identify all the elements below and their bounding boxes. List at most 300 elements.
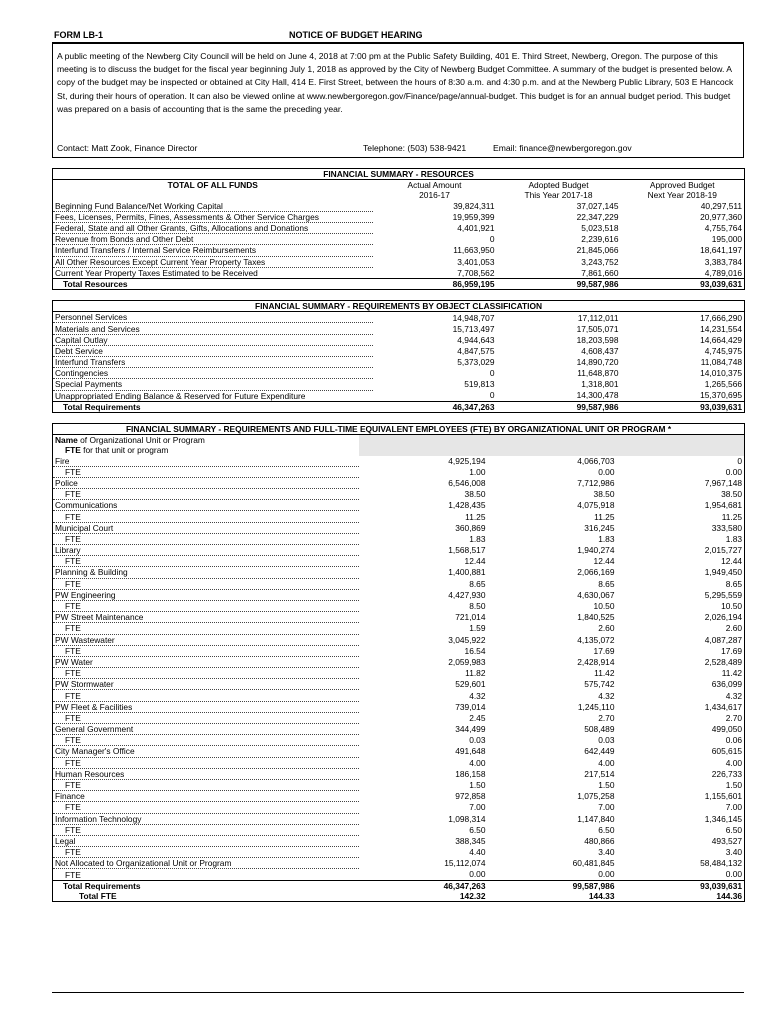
value-actual: 388,345 [455,835,486,846]
value-actual: 15,713,497 [452,323,495,334]
resource-row [53,234,745,245]
value-actual: 1.00 [469,466,486,477]
value-approved: 8.65 [725,578,743,589]
row-label: PW Street Maintenance [53,612,359,623]
value-adopted: 4,608,437 [581,345,619,356]
value-approved: 14,010,375 [700,368,743,379]
row-label: FTE [53,735,359,746]
value-actual: 4,944,643 [457,334,495,345]
row-label: FTE [53,511,359,522]
unit-row [53,545,745,556]
value-approved: 4,789,016 [704,267,743,278]
value-approved: 6.50 [725,824,743,835]
total-approved: 93,039,631 [617,880,745,891]
unit-row [53,746,745,757]
header-shade [359,435,745,456]
row-label: FTE [53,690,359,701]
row-label: Federal, State and all Other Grants, Gifts, Allocations and Donations [53,222,373,233]
contact-email: Email: finance@newbergoregon.gov [493,143,632,153]
value-approved: 17,666,290 [700,312,743,323]
value-adopted: 38.50 [593,489,615,500]
value-actual: 3,401,053 [457,256,495,267]
value-adopted: 2.70 [598,712,615,723]
value-actual: 2,059,983 [448,656,486,667]
value-adopted: 60,481,845 [572,858,615,869]
value-approved: 1,434,617 [704,701,743,712]
fte-total-row [53,880,745,891]
value-actual: 972,858 [455,791,486,802]
value-actual: 2.45 [469,712,486,723]
value-adopted: 4.00 [598,757,615,768]
value-approved: 4,745,975 [704,345,743,356]
value-approved: 7,967,148 [704,477,743,488]
value-adopted: 642,449 [584,746,615,757]
unit-row [53,656,745,667]
value-adopted: 17.69 [593,645,615,656]
value-actual: 0 [489,390,495,401]
unit-row [53,500,745,511]
value-adopted: 3,243,752 [581,256,619,267]
value-actual: 11,663,950 [453,245,495,256]
form-header [52,28,744,42]
value-adopted: 17,112,011 [577,312,619,323]
requirement-row [53,345,745,356]
unit-fte-row [53,511,745,522]
value-actual: 3,045,922 [448,634,486,645]
row-label: Beginning Fund Balance/Net Working Capital [53,201,373,212]
value-approved: 5,295,559 [704,589,743,600]
unit-fte-row [53,578,745,589]
value-actual: 0 [489,234,495,245]
row-label: City Manager's Office [53,746,359,757]
value-adopted: 2,239,616 [581,234,619,245]
value-actual: 0.00 [469,869,486,880]
fte-table [52,423,745,902]
col-adopted-year: This Year 2017-18 [524,190,593,201]
row-label: FTE [53,668,359,679]
value-adopted: 4,066,703 [577,455,615,466]
resource-row [53,267,745,278]
value-adopted: 575,742 [584,679,615,690]
value-approved: 14,664,429 [700,334,743,345]
value-approved: 58,484,132 [700,858,743,869]
resource-row [53,201,745,212]
value-adopted: 1,147,840 [577,813,615,824]
value-actual: 14,948,707 [452,312,495,323]
total-fte-actual: 142.32 [459,890,486,901]
value-approved: 0.06 [725,735,743,746]
row-label: Special Payments [53,379,373,390]
value-adopted: 4,135,072 [577,634,615,645]
value-actual: 4,925,194 [448,455,486,466]
total-actual: 46,347,263 [359,880,488,891]
value-adopted: 2.60 [598,623,615,634]
row-label: Personnel Services [53,312,373,323]
resource-row [53,222,745,233]
row-label: Materials and Services [53,323,373,334]
total-adopted: 99,587,986 [488,880,617,891]
col-approved-label: Approved Budget [649,180,715,191]
fte-title: FINANCIAL SUMMARY - REQUIREMENTS AND FULL-TIME EQUIVALENT EMPLOYEES (FTE) BY ORGANIZATIONAL UNIT OR PROGRAM * [53,423,745,434]
value-actual: 11.25 [465,511,486,522]
value-adopted: 7.00 [598,802,615,813]
unit-fte-row [53,690,745,701]
value-approved: 605,615 [711,746,743,757]
value-adopted: 6.50 [598,824,615,835]
notice-box [52,42,744,158]
value-adopted: 8.65 [598,578,615,589]
value-approved: 2.60 [725,623,743,634]
value-adopted: 1,840,525 [577,612,615,623]
form-id: FORM LB-1 [54,30,103,40]
value-adopted: 1,245,110 [577,701,615,712]
unit-row [53,634,745,645]
value-adopted: 0.00 [598,869,615,880]
row-label: PW Wastewater [53,634,359,645]
budget-notice-page [52,28,744,902]
row-label: All Other Resources Except Current Year Property Taxes [53,256,373,267]
value-actual: 1.50 [469,780,486,791]
value-actual: 7,708,562 [457,267,495,278]
col-actual-label: Actual Amount [407,180,462,191]
value-actual: 1.59 [469,623,486,634]
value-adopted: 17,505,071 [576,323,619,334]
value-approved: 7.00 [725,802,743,813]
row-label: FTE [53,578,359,589]
resource-row [53,211,745,222]
value-adopted: 21,845,066 [576,245,619,256]
value-approved: 0.00 [725,466,743,477]
value-adopted: 11.42 [594,668,615,679]
value-actual: 4,401,921 [457,223,495,234]
row-label: FTE [53,600,359,611]
value-actual: 1,428,435 [448,500,486,511]
row-label: FTE [53,623,359,634]
value-approved: 636,099 [711,679,743,690]
unit-row [53,701,745,712]
resources-total-row [53,278,745,289]
value-adopted: 10.50 [593,601,615,612]
fte-for-unit-label: FTE for that unit or program [65,445,169,456]
value-adopted: 18,203,598 [576,334,619,345]
value-actual: 4,427,930 [448,589,486,600]
total-label: Total Requirements [53,401,373,412]
value-actual: 4.32 [469,690,486,701]
value-approved: 2,026,194 [704,612,743,623]
value-adopted: 2,428,914 [577,656,615,667]
unit-row [53,724,745,735]
value-approved: 3,383,784 [704,256,743,267]
row-label: Fees, Licenses, Permits, Fines, Assessments & Other Service Charges [53,211,373,222]
value-actual: 360,869 [455,522,486,533]
row-label: Interfund Transfers / Internal Service Reimbursements [53,245,373,256]
unit-row [53,835,745,846]
row-label: Interfund Transfers [53,357,373,368]
value-actual: 8.50 [469,601,486,612]
requirement-row [53,357,745,368]
row-label: Current Year Property Taxes Estimated to be Received [53,267,373,278]
unit-fte-row [53,668,745,679]
unit-fte-row [53,802,745,813]
row-label: PW Engineering [53,589,359,600]
row-label: Communications [53,500,359,511]
value-adopted: 37,027,145 [576,200,619,211]
value-actual: 19,959,399 [452,211,495,222]
value-actual: 5,373,029 [457,357,495,368]
value-adopted: 217,514 [584,768,615,779]
resource-row [53,245,745,256]
unit-fte-row [53,779,745,790]
value-approved: 1,346,145 [704,813,743,824]
unit-row [53,456,745,467]
value-approved: 2,015,727 [704,545,743,556]
unit-row [53,612,745,623]
row-label: FTE [53,645,359,656]
unit-row [53,477,745,488]
unit-row [53,858,745,869]
value-adopted: 11.25 [594,511,615,522]
value-adopted: 1,940,274 [577,545,615,556]
row-label: FTE [53,712,359,723]
row-label: Unappropriated Ending Balance & Reserved for Future Expenditure [53,390,373,401]
value-adopted: 2,066,169 [577,567,615,578]
col-approved-year: Next Year 2018-19 [647,190,717,201]
unit-fte-row [53,712,745,723]
value-actual: 4.00 [469,757,486,768]
value-adopted: 14,890,720 [576,357,619,368]
resources-left-header: TOTAL OF ALL FUNDS [167,180,258,191]
requirements-table [52,300,745,413]
unit-row [53,589,745,600]
value-approved: 4.00 [725,757,743,768]
row-label: Planning & Building [53,567,359,578]
requirement-row [53,390,745,401]
total-actual: 86,959,195 [373,278,497,289]
value-adopted: 480,866 [584,835,615,846]
total-adopted: 99,587,986 [497,278,621,289]
contact-telephone: Telephone: (503) 538-9421 [363,143,467,153]
row-label: Legal [53,835,359,846]
row-label: FTE [53,824,359,835]
value-approved: 3.40 [725,847,743,858]
value-approved: 12.44 [721,556,743,567]
total-label: Total Requirements [53,880,359,891]
value-actual: 739,014 [455,701,486,712]
total-approved: 93,039,631 [621,278,745,289]
value-approved: 4.32 [725,690,743,701]
resources-title: FINANCIAL SUMMARY - RESOURCES [53,169,745,180]
row-label: FTE [53,847,359,858]
value-actual: 0 [489,368,495,379]
value-approved: 1,155,601 [704,791,743,802]
row-label: Fire [53,456,359,467]
value-actual: 186,158 [455,768,486,779]
value-approved: 11,084,748 [700,357,743,368]
unit-fte-row [53,556,745,567]
value-adopted: 11,648,870 [577,368,619,379]
value-adopted: 0.00 [598,466,615,477]
row-label: PW Stormwater [53,679,359,690]
value-approved: 1.83 [725,533,743,544]
total-approved: 93,039,631 [621,401,745,412]
total-fte-adopted: 144.33 [588,890,615,901]
value-approved: 1,954,681 [704,500,743,511]
unit-row [53,679,745,690]
unit-row [53,567,745,578]
unit-fte-row [53,600,745,611]
resources-table [52,168,745,290]
row-label: FTE [53,802,359,813]
value-approved: 333,580 [711,522,743,533]
value-actual: 15,112,074 [444,858,486,869]
unit-row [53,791,745,802]
value-actual: 529,601 [455,679,486,690]
value-actual: 6,546,008 [448,477,486,488]
value-actual: 8.65 [469,578,486,589]
row-label: FTE [53,466,359,477]
row-label: Library [53,545,359,556]
value-approved: 15,370,695 [700,390,743,401]
unit-row [53,768,745,779]
value-adopted: 1.50 [598,780,615,791]
row-label: Information Technology [53,813,359,824]
requirement-row [53,379,745,390]
col-adopted-label: Adopted Budget [528,180,589,191]
value-adopted: 22,347,229 [576,211,619,222]
value-approved: 0.00 [725,869,743,880]
value-adopted: 4.32 [598,690,615,701]
value-adopted: 5,023,518 [581,223,619,234]
form-title: NOTICE OF BUDGET HEARING [289,30,423,40]
total-actual: 46,347,263 [373,401,497,412]
row-label: Debt Service [53,345,373,356]
contact-row [57,142,739,156]
notice-text: A public meeting of the Newberg City Council will be held on June 4, 2018 at 7:00 pm at the Public Safety Building, 401 E. Third Street, Newberg, Oregon. The purpose of this meeting is to discuss the budget for the fiscal year beginning July 1, 2018 as approved by the City of Newberg Budget Committee. A summary of the budget is presented below. A copy of the budget may be inspected or obtained at City Hall, 414 E. First Street, between the hours of 8:30 a.m. and 4:30 p.m. and at the Newberg Public Library, 503 E Hancock St, during their hours of operation. It can also be viewed online at www.newbergoregon.gov/Finance/page/annual-budget. This budget is for an annual budget period. This budget was prepared on a basis of accounting that is the same the preceding year. [57,51,734,114]
row-label: PW Water [53,656,359,667]
value-adopted: 4,630,067 [577,589,615,600]
value-adopted: 4,075,918 [577,500,615,511]
value-approved: 17.69 [721,645,743,656]
total-fte-label: Total FTE [79,890,117,901]
row-label: FTE [53,489,359,500]
value-actual: 1,098,314 [448,813,486,824]
value-adopted: 316,245 [584,522,615,533]
col-actual-year: 2016-17 [419,190,450,201]
value-approved: 11.25 [721,511,743,522]
row-label: Police [53,477,359,488]
value-adopted: 7,861,660 [581,267,619,278]
value-adopted: 1.83 [598,533,615,544]
value-approved: 226,733 [711,768,743,779]
row-label: Contingencies [53,368,373,379]
row-label: Revenue from Bonds and Other Debt [53,234,373,245]
requirements-title: FINANCIAL SUMMARY - REQUIREMENTS BY OBJECT CLASSIFICATION [53,301,745,312]
value-approved: 38.50 [721,489,743,500]
unit-fte-row [53,533,745,544]
value-approved: 14,231,554 [700,323,743,334]
value-approved: 4,755,764 [704,223,743,234]
row-label: Not Allocated to Organizational Unit or Program [53,858,359,869]
row-label: Human Resources [53,768,359,779]
requirement-row [53,323,745,334]
value-actual: 7.00 [469,802,486,813]
value-actual: 4,847,575 [457,345,495,356]
total-label: Total Resources [53,278,373,289]
value-approved: 4,087,287 [704,634,743,645]
unit-fte-row [53,489,745,500]
unit-fte-row [53,735,745,746]
row-label: Municipal Court [53,522,359,533]
value-approved: 1,949,450 [704,567,743,578]
value-actual: 11.82 [465,668,486,679]
unit-fte-row [53,623,745,634]
row-label: FTE [53,757,359,768]
value-adopted: 14,300,478 [576,390,619,401]
value-actual: 38.50 [464,489,486,500]
value-adopted: 1,318,801 [581,379,619,390]
value-actual: 4.40 [469,847,486,858]
row-label: PW Fleet & Facilities [53,701,359,712]
unit-fte-row [53,757,745,768]
row-label: Finance [53,791,359,802]
value-actual: 491,648 [455,746,486,757]
value-approved: 10.50 [721,601,743,612]
unit-fte-row [53,824,745,835]
value-approved: 195,000 [711,234,743,245]
value-adopted: 0.03 [598,735,615,746]
value-actual: 519,813 [464,379,495,390]
value-actual: 1,568,517 [448,545,486,556]
value-approved: 1.50 [725,780,743,791]
value-approved: 499,050 [711,724,743,735]
name-of-unit-label: Name of Organizational Unit or Program [55,435,205,446]
value-actual: 6.50 [469,824,486,835]
requirement-row [53,312,745,323]
value-actual: 16.54 [464,645,486,656]
requirement-row [53,334,745,345]
value-adopted: 1,075,258 [577,791,615,802]
value-approved: 20,977,360 [700,211,743,222]
value-adopted: 508,489 [584,724,615,735]
value-approved: 0 [737,455,743,466]
requirements-total-row [53,401,745,412]
resource-row [53,256,745,267]
value-adopted: 3.40 [598,847,615,858]
total-fte-approved: 144.36 [716,890,743,901]
unit-fte-row [53,847,745,858]
value-adopted: 7,712,986 [577,477,615,488]
value-approved: 1,265,566 [704,379,743,390]
value-adopted: 12.44 [593,556,615,567]
total-fte-row [53,891,745,902]
unit-fte-row [53,645,745,656]
total-adopted: 99,587,986 [497,401,621,412]
requirement-row [53,368,745,379]
row-label: General Government [53,724,359,735]
row-label: FTE [53,779,359,790]
unit-row [53,813,745,824]
value-approved: 40,297,511 [700,200,743,211]
value-actual: 721,014 [455,612,486,623]
bottom-rule [52,992,744,993]
unit-fte-row [53,869,745,880]
value-approved: 11.42 [721,668,743,679]
unit-row [53,522,745,533]
value-actual: 39,824,311 [453,200,495,211]
unit-fte-row [53,466,745,477]
value-approved: 18,641,197 [700,245,743,256]
value-actual: 1,400,881 [448,567,486,578]
